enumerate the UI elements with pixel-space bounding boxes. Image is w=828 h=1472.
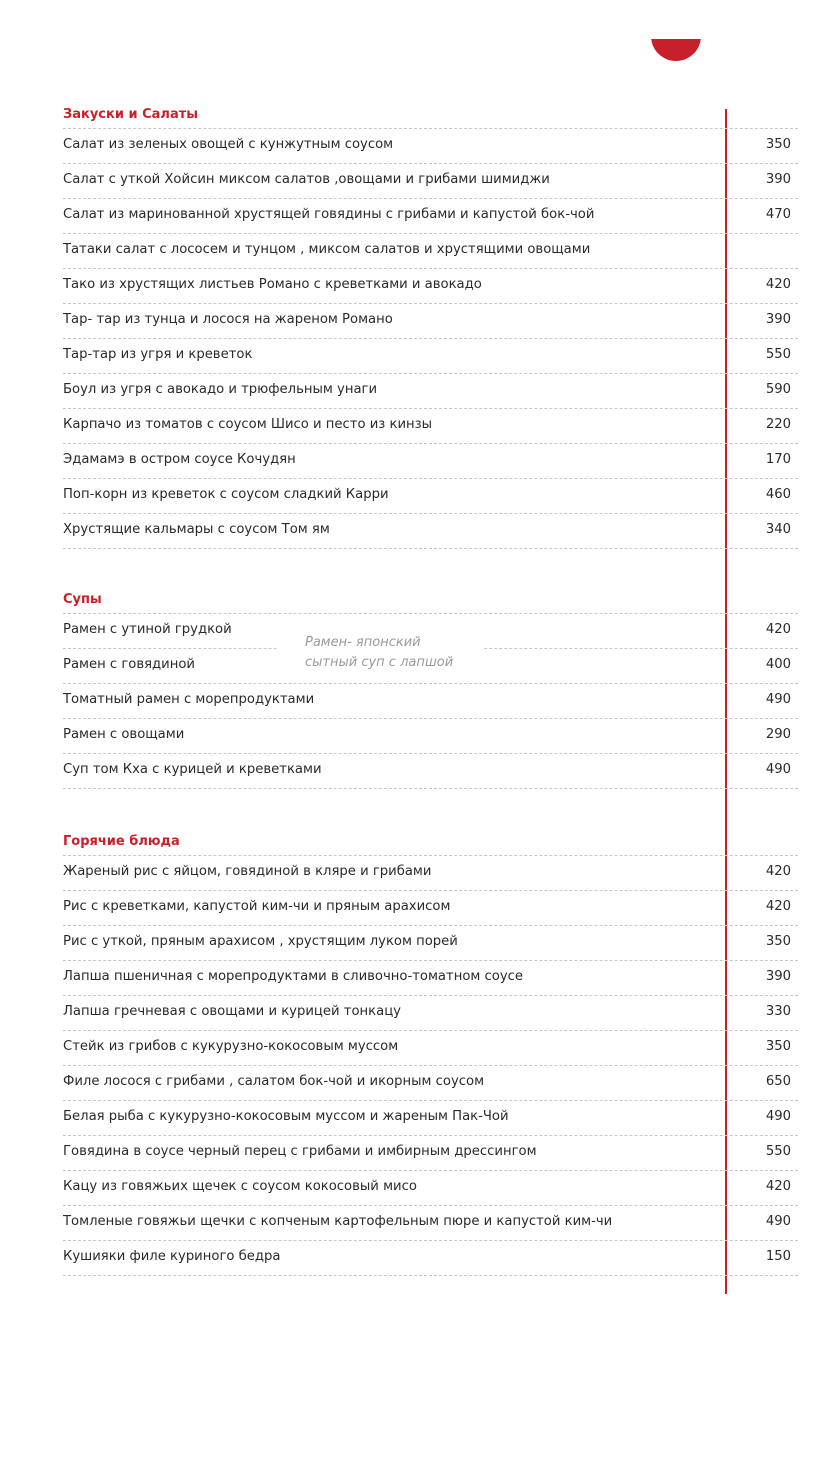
section-soups bbox=[63, 587, 798, 789]
item-name: Говядина в соусе черный перец с грибами и имбирным дрессингом bbox=[63, 1144, 537, 1159]
menu-item bbox=[63, 129, 798, 164]
menu-item bbox=[63, 1066, 798, 1101]
item-name: Татаки салат с лососем и тунцом , миксом салатов и хрустящими овощами bbox=[63, 242, 591, 257]
menu-item bbox=[63, 409, 798, 444]
menu-item bbox=[63, 926, 798, 961]
item-price: 170 bbox=[765, 452, 791, 467]
item-name: Тар-тар из угря и креветок bbox=[63, 347, 253, 362]
item-name: Тако из хрустящих листьев Романо с креветками и авокадо bbox=[63, 277, 482, 292]
menu-item bbox=[63, 374, 798, 409]
menu-item bbox=[63, 479, 798, 514]
item-price: 490 bbox=[765, 1109, 791, 1124]
item-price: 420 bbox=[765, 899, 791, 914]
item-name: Лапша гречневая с овощами и курицей тонкацу bbox=[63, 1004, 401, 1019]
menu-item bbox=[63, 856, 798, 891]
item-name: Томленые говяжьи щечки с копченым картофельным пюре и капустой ким-чи bbox=[63, 1214, 613, 1229]
section-appetizers-salads bbox=[63, 102, 798, 549]
item-price: 420 bbox=[765, 1179, 791, 1194]
item-price: 550 bbox=[765, 1144, 791, 1159]
item-price: 490 bbox=[765, 762, 791, 777]
menu-item bbox=[63, 684, 798, 719]
item-name: Карпачо из томатов с соусом Шисо и песто из кинзы bbox=[63, 417, 433, 432]
item-name: Лапша пшеничная с морепродуктами в сливочно-томатном соусе bbox=[63, 969, 524, 984]
menu-item bbox=[63, 719, 798, 754]
item-price: 650 bbox=[765, 1074, 791, 1089]
item-price: 590 bbox=[765, 382, 791, 397]
item-name: Поп-корн из креветок с соусом сладкий Карри bbox=[63, 487, 389, 502]
item-price: 420 bbox=[765, 864, 791, 879]
item-price: 340 bbox=[765, 522, 791, 537]
menu-item bbox=[63, 269, 798, 304]
item-price: 390 bbox=[765, 312, 791, 327]
menu-item bbox=[63, 1101, 798, 1136]
section-hot-dishes bbox=[63, 829, 798, 1276]
section-title: Супы bbox=[63, 587, 798, 614]
item-price: 420 bbox=[765, 277, 791, 292]
menu-item bbox=[63, 1031, 798, 1066]
ramen-note-line: сытный суп с лапшой bbox=[305, 655, 454, 670]
item-name: Хрустящие кальмары с соусом Том ям bbox=[63, 522, 330, 537]
section-title: Горячие блюда bbox=[63, 829, 798, 856]
item-price: 550 bbox=[765, 347, 791, 362]
ramen-note bbox=[305, 633, 453, 673]
item-name: Кушияки филе куриного бедра bbox=[63, 1249, 281, 1264]
logo-mark bbox=[651, 39, 701, 61]
item-name: Салат из маринованной хрустящей говядины с грибами и капустой бок-чой bbox=[63, 207, 595, 222]
menu-item bbox=[63, 1206, 798, 1241]
item-price: 290 bbox=[765, 727, 791, 742]
item-name: Белая рыба с кукурузно-кокосовым муссом и жареным Пак-Чой bbox=[63, 1109, 509, 1124]
item-name: Салат с уткой Хойсин миксом салатов ,овощами и грибами шимиджи bbox=[63, 172, 550, 187]
item-price: 150 bbox=[765, 1249, 791, 1264]
item-name: Эдамамэ в остром соусе Кочудян bbox=[63, 452, 296, 467]
item-price: 490 bbox=[765, 692, 791, 707]
item-name: Боул из угря с авокадо и трюфельным унаги bbox=[63, 382, 378, 397]
menu-item bbox=[63, 304, 798, 339]
menu-item bbox=[63, 754, 798, 789]
item-price: 490 bbox=[765, 1214, 791, 1229]
menu-item bbox=[63, 444, 798, 479]
menu-item bbox=[63, 1136, 798, 1171]
menu-item bbox=[63, 164, 798, 199]
item-price: 400 bbox=[765, 657, 791, 672]
menu-item bbox=[63, 339, 798, 374]
item-name: Стейк из грибов с кукурузно-кокосовым муссом bbox=[63, 1039, 399, 1054]
item-name: Филе лосося с грибами , салатом бок-чой и икорным соусом bbox=[63, 1074, 485, 1089]
item-name: Рис с уткой, пряным арахисом , хрустящим луком порей bbox=[63, 934, 458, 949]
item-price: 220 bbox=[765, 417, 791, 432]
item-price: 390 bbox=[765, 969, 791, 984]
item-name: Жареный рис с яйцом, говядиной в кляре и грибами bbox=[63, 864, 432, 879]
section-title: Закуски и Салаты bbox=[63, 102, 798, 129]
menu-item bbox=[63, 996, 798, 1031]
item-price: 350 bbox=[765, 934, 791, 949]
menu-item bbox=[63, 1241, 798, 1276]
menu-item bbox=[63, 891, 798, 926]
item-name: Рис с креветками, капустой ким-чи и пряным арахисом bbox=[63, 899, 451, 914]
item-name: Тар- тар из тунца и лосося на жареном Романо bbox=[63, 312, 393, 327]
item-name: Салат из зеленых овощей с кунжутным соусом bbox=[63, 137, 394, 152]
item-name: Суп том Кха с курицей и креветками bbox=[63, 762, 322, 777]
item-price: 390 bbox=[765, 172, 791, 187]
item-price: 470 bbox=[765, 207, 791, 222]
item-price: 420 bbox=[765, 622, 791, 637]
item-price: 460 bbox=[765, 487, 791, 502]
menu-item bbox=[63, 1171, 798, 1206]
menu-item bbox=[63, 961, 798, 996]
item-name: Кацу из говяжьих щечек с соусом кокосовый мисо bbox=[63, 1179, 417, 1194]
item-name: Томатный рамен с морепродуктами bbox=[63, 692, 315, 707]
item-name: Рамен с говядиной bbox=[63, 657, 196, 672]
item-price: 350 bbox=[765, 137, 791, 152]
item-price: 330 bbox=[765, 1004, 791, 1019]
item-name: Рамен с утиной грудкой bbox=[63, 622, 232, 637]
item-price: 350 bbox=[765, 1039, 791, 1054]
item-name: Рамен с овощами bbox=[63, 727, 185, 742]
menu-item bbox=[63, 199, 798, 234]
menu-item bbox=[63, 514, 798, 549]
menu-item bbox=[63, 234, 798, 269]
ramen-note-line: Рамен- японский bbox=[305, 635, 421, 650]
